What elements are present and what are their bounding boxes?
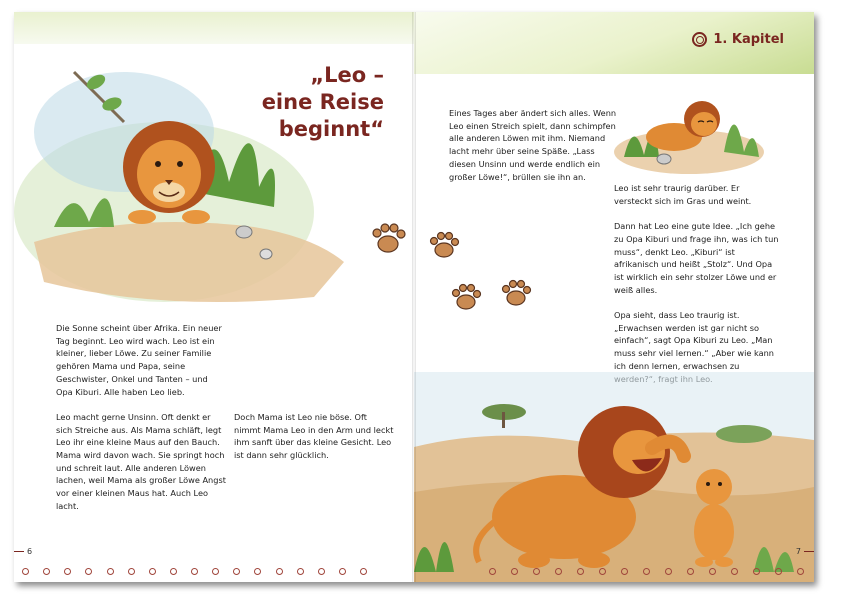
paragraph: Dann hat Leo eine gute Idee. „Ich gehe zu Opa Kiburi und frage ihn, was ich tun muss“, denkt Leo. „Kiburi“ ist afrikanisch und heißt „Stolz“. Und Opa ist wirklich ein sehr stolzer Löwe und er weiß alles.: [614, 221, 779, 295]
spiral-dot-icon: [533, 568, 540, 575]
spiral-dot-icon: [212, 568, 219, 575]
spiral-dot-icon: [276, 568, 283, 575]
paragraph: Leo macht gerne Unsinn. Oft denkt er sich Streiche aus. Als Mama schläft, legt Leo ihr eine kleine Maus auf den Bauch. Mama wird davon wach. Sie springt hoch und schreit laut. Alle anderen Löwen lachen, weil Mama als großer Löwe Angst vor einer kleinen Maus hat. Auch Leo lacht.: [56, 411, 226, 511]
book-spread: [14, 12, 814, 582]
title-line: eine Reise: [261, 90, 384, 114]
spiral-dot-icon: [64, 568, 71, 575]
spiral-dot-icon: [297, 568, 304, 575]
spiral-dot-icon: [753, 568, 760, 575]
page-number-rule: [804, 551, 814, 552]
spiral-dot-icon: [191, 568, 198, 575]
spiral-dot-icon: [709, 568, 716, 575]
text-block-top: [449, 107, 619, 196]
spiral-dot-icon: [489, 568, 496, 575]
spiral-dot-icon: [22, 568, 29, 575]
savanna-lions-illustration: [414, 372, 814, 582]
spiral-icon: [692, 32, 707, 47]
spiral-dot-icon: [254, 568, 261, 575]
spiral-dot-icon: [511, 568, 518, 575]
chapter-label: 1. Kapitel: [713, 32, 784, 47]
chapter-heading: [692, 32, 784, 47]
spiral-dot-icon: [339, 568, 346, 575]
paragraph: Doch Mama ist Leo nie böse. Oft nimmt Mama Leo in den Arm und leckt ihm sanft über das kleine Gesicht. Leo ist dann sehr glücklich.: [234, 412, 394, 461]
sad-cub-illustration: [614, 67, 764, 177]
page-number: 7: [795, 547, 801, 556]
title-line: „Leo –: [310, 63, 384, 87]
spiral-dot-icon: [621, 568, 628, 575]
paragraph: Leo ist sehr traurig darüber. Er versteckt sich im Gras und weint.: [614, 183, 752, 206]
spiral-dot-icon: [731, 568, 738, 575]
spiral-dot-icon: [599, 568, 606, 575]
title-line: beginnt“: [278, 117, 384, 141]
paragraph: Eines Tages aber ändert sich alles. Wenn Leo einen Streich spielt, dann schimpfen alle anderen Löwen mit ihm. Niemand lacht mehr über seine Späße. „Lass diesen Unsinn und werde endlich ein großer Löwe!“, brüllen sie ihn an.: [449, 108, 617, 182]
paragraph: Die Sonne scheint über Afrika. Ein neuer Tag beginnt. Leo wird wach. Leo ist ein kleiner, lieber Löwe. Zu seiner Familie gehören Mama und Papa, seine Geschwister, Onkel und Tanten – und Opa Kiburi. Alle haben Leo lieb.: [56, 323, 222, 397]
spiral-dot-icon: [107, 568, 114, 575]
spiral-dot-icon: [797, 568, 804, 575]
page-number-rule: [14, 551, 24, 552]
text-column-2: [234, 411, 394, 475]
paw-print-icon: [370, 220, 406, 256]
decorative-dot-row: [22, 568, 367, 575]
spiral-dot-icon: [643, 568, 650, 575]
text-column-1: [56, 322, 226, 525]
spiral-dot-icon: [43, 568, 50, 575]
spiral-dot-icon: [360, 568, 367, 575]
spiral-dot-icon: [687, 568, 694, 575]
spiral-dot-icon: [170, 568, 177, 575]
spiral-dot-icon: [318, 568, 325, 575]
decorative-dot-row: [489, 568, 804, 575]
left-page: [14, 12, 414, 582]
text-block-middle: [614, 182, 779, 398]
story-title: [262, 62, 384, 143]
spiral-dot-icon: [85, 568, 92, 575]
spiral-dot-icon: [577, 568, 584, 575]
right-page: [414, 12, 814, 582]
paragraph: Opa sieht, dass Leo traurig ist. „Erwachsen werden ist gar nicht so einfach“, sagt Opa Kiburi zu Leo. „Man muss sehr viel lernen.“ „Aber wie kann ich denn lernen, erwachsen zu: [614, 310, 774, 371]
spiral-dot-icon: [128, 568, 135, 575]
spiral-dot-icon: [555, 568, 562, 575]
spiral-dot-icon: [775, 568, 782, 575]
lion-cub-illustration: [14, 12, 414, 312]
paw-prints-icon: [424, 224, 534, 314]
spiral-dot-icon: [233, 568, 240, 575]
page-number: 6: [27, 547, 33, 556]
spiral-dot-icon: [149, 568, 156, 575]
book-gutter: [412, 12, 416, 582]
spiral-dot-icon: [665, 568, 672, 575]
